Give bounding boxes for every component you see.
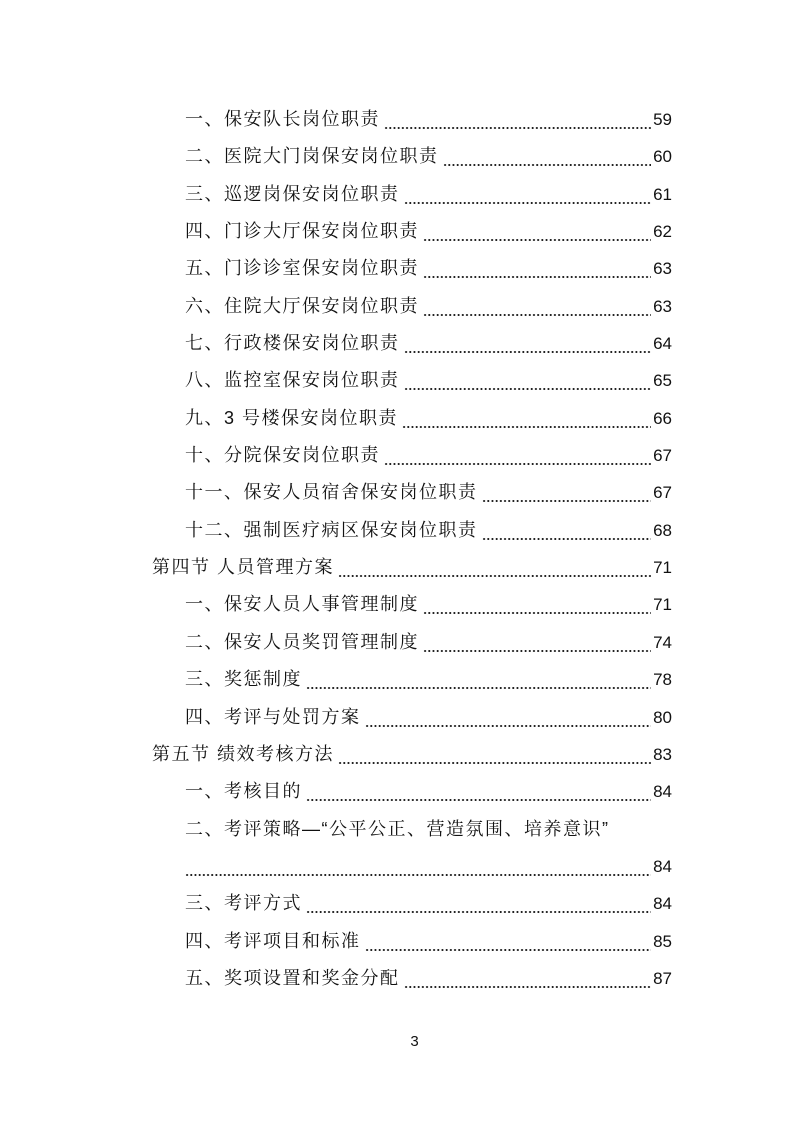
toc-entry[interactable] xyxy=(152,624,672,661)
dot-leader xyxy=(338,736,651,773)
toc-entry-page: 84 xyxy=(653,856,672,876)
toc-entry[interactable] xyxy=(152,213,672,250)
toc-entry-page: 60 xyxy=(653,147,672,167)
toc-entry-title[interactable]: 一、保安人员人事管理制度 xyxy=(185,594,419,615)
table-of-contents xyxy=(152,101,672,997)
toc-entry-title[interactable]: 四、门诊大厅保安岗位职责 xyxy=(185,221,419,242)
dot-leader xyxy=(423,250,651,287)
toc-entry-page: 71 xyxy=(653,595,672,615)
toc-entry[interactable] xyxy=(152,288,672,325)
toc-entry-title[interactable]: 十二、强制医疗病区保安岗位职责 xyxy=(185,519,478,540)
toc-entry-title[interactable]: 七、行政楼保安岗位职责 xyxy=(185,333,400,354)
toc-entry-title[interactable]: 四、考评与处罚方案 xyxy=(185,706,361,727)
toc-entry[interactable] xyxy=(152,736,672,773)
dot-leader xyxy=(402,400,651,437)
page-number: 3 xyxy=(410,1033,419,1050)
toc-entry-title[interactable]: 八、监控室保安岗位职责 xyxy=(185,370,400,391)
toc-entry-page: 78 xyxy=(653,670,672,690)
dot-leader xyxy=(365,923,652,960)
dot-leader xyxy=(404,362,652,399)
toc-entry[interactable] xyxy=(152,325,672,362)
toc-entry-page: 64 xyxy=(653,334,672,354)
toc-entry[interactable] xyxy=(152,586,672,623)
toc-entry-title[interactable]: 三、考评方式 xyxy=(185,893,302,914)
toc-entry[interactable] xyxy=(152,661,672,698)
dot-leader xyxy=(404,176,652,213)
toc-entry-page: 66 xyxy=(653,408,672,428)
toc-entry-title[interactable]: 第四节 人员管理方案 xyxy=(152,557,335,578)
toc-entry-title[interactable]: 十一、保安人员宿舍保安岗位职责 xyxy=(185,482,478,503)
toc-entry-title[interactable]: 六、住院大厅保安岗位职责 xyxy=(185,295,419,316)
toc-entry-page: 67 xyxy=(653,483,672,503)
dot-leader xyxy=(404,960,652,997)
toc-entry-title[interactable]: 一、保安队长岗位职责 xyxy=(185,109,380,129)
toc-entry-title[interactable]: 五、奖项设置和奖金分配 xyxy=(185,967,400,988)
dot-leader xyxy=(482,474,652,511)
dot-leader xyxy=(482,512,652,549)
toc-entry[interactable] xyxy=(152,699,672,736)
dot-leader xyxy=(423,213,651,250)
toc-entry-title[interactable]: 九、3 号楼保安岗位职责 xyxy=(185,407,399,428)
toc-entry-title[interactable]: 五、门诊诊室保安岗位职责 xyxy=(185,258,419,279)
toc-entry[interactable] xyxy=(152,250,672,287)
toc-entry[interactable] xyxy=(152,773,672,810)
toc-entry[interactable] xyxy=(152,400,672,437)
toc-entry[interactable] xyxy=(152,512,672,549)
toc-entry-page: 68 xyxy=(653,520,672,540)
toc-entry-page: 85 xyxy=(653,931,672,951)
dot-leader xyxy=(365,699,652,736)
dot-leader xyxy=(185,848,651,885)
toc-entry-title[interactable]: 二、医院大门岗保安岗位职责 xyxy=(185,146,439,167)
toc-entry[interactable] xyxy=(152,437,672,474)
toc-entry-page: 67 xyxy=(653,446,672,466)
dot-leader xyxy=(443,138,652,175)
toc-entry[interactable] xyxy=(152,811,672,886)
toc-entry[interactable] xyxy=(152,176,672,213)
dot-leader xyxy=(423,586,651,623)
dot-leader xyxy=(306,773,651,810)
toc-entry-page: 83 xyxy=(653,744,672,764)
toc-entry-page: 84 xyxy=(653,782,672,802)
toc-entry-page: 62 xyxy=(653,222,672,242)
toc-entry-title[interactable]: 一、考核目的 xyxy=(185,781,302,802)
toc-entry-page: 61 xyxy=(653,184,672,204)
toc-entry[interactable] xyxy=(152,923,672,960)
toc-entry-title[interactable]: 三、奖惩制度 xyxy=(185,669,302,690)
toc-entry-page: 63 xyxy=(653,259,672,279)
toc-entry[interactable] xyxy=(152,885,672,922)
toc-entry-page: 84 xyxy=(653,894,672,914)
dot-leader xyxy=(384,101,651,138)
dot-leader xyxy=(404,325,652,362)
dot-leader xyxy=(306,661,651,698)
toc-entry[interactable] xyxy=(152,362,672,399)
toc-entry-title[interactable]: 第五节 绩效考核方法 xyxy=(152,743,335,764)
toc-entry-page: 59 xyxy=(653,110,672,129)
toc-entry-page: 80 xyxy=(653,707,672,727)
toc-entry-title[interactable]: 四、考评项目和标准 xyxy=(185,930,361,951)
dot-leader xyxy=(338,549,651,586)
toc-entry-page: 74 xyxy=(653,632,672,652)
toc-entry-title[interactable]: 三、巡逻岗保安岗位职责 xyxy=(185,183,400,204)
toc-entry[interactable] xyxy=(152,549,672,586)
toc-entry-page: 65 xyxy=(653,371,672,391)
toc-entry-page: 71 xyxy=(653,558,672,578)
toc-entry[interactable] xyxy=(152,474,672,511)
toc-entry[interactable] xyxy=(152,101,672,138)
toc-entry-page: 87 xyxy=(653,968,672,988)
toc-entry-page: 63 xyxy=(653,296,672,316)
dot-leader xyxy=(384,437,651,474)
toc-entry[interactable] xyxy=(152,960,672,997)
dot-leader xyxy=(306,885,651,922)
toc-entry[interactable] xyxy=(152,138,672,175)
toc-entry-title[interactable]: 二、保安人员奖罚管理制度 xyxy=(185,631,419,652)
toc-entry-title[interactable]: 十、分院保安岗位职责 xyxy=(185,445,380,466)
dot-leader xyxy=(423,624,651,661)
dot-leader xyxy=(423,288,651,325)
toc-entry-title[interactable]: 二、考评策略—“公平公正、营造氛围、培养意识” xyxy=(185,818,610,839)
